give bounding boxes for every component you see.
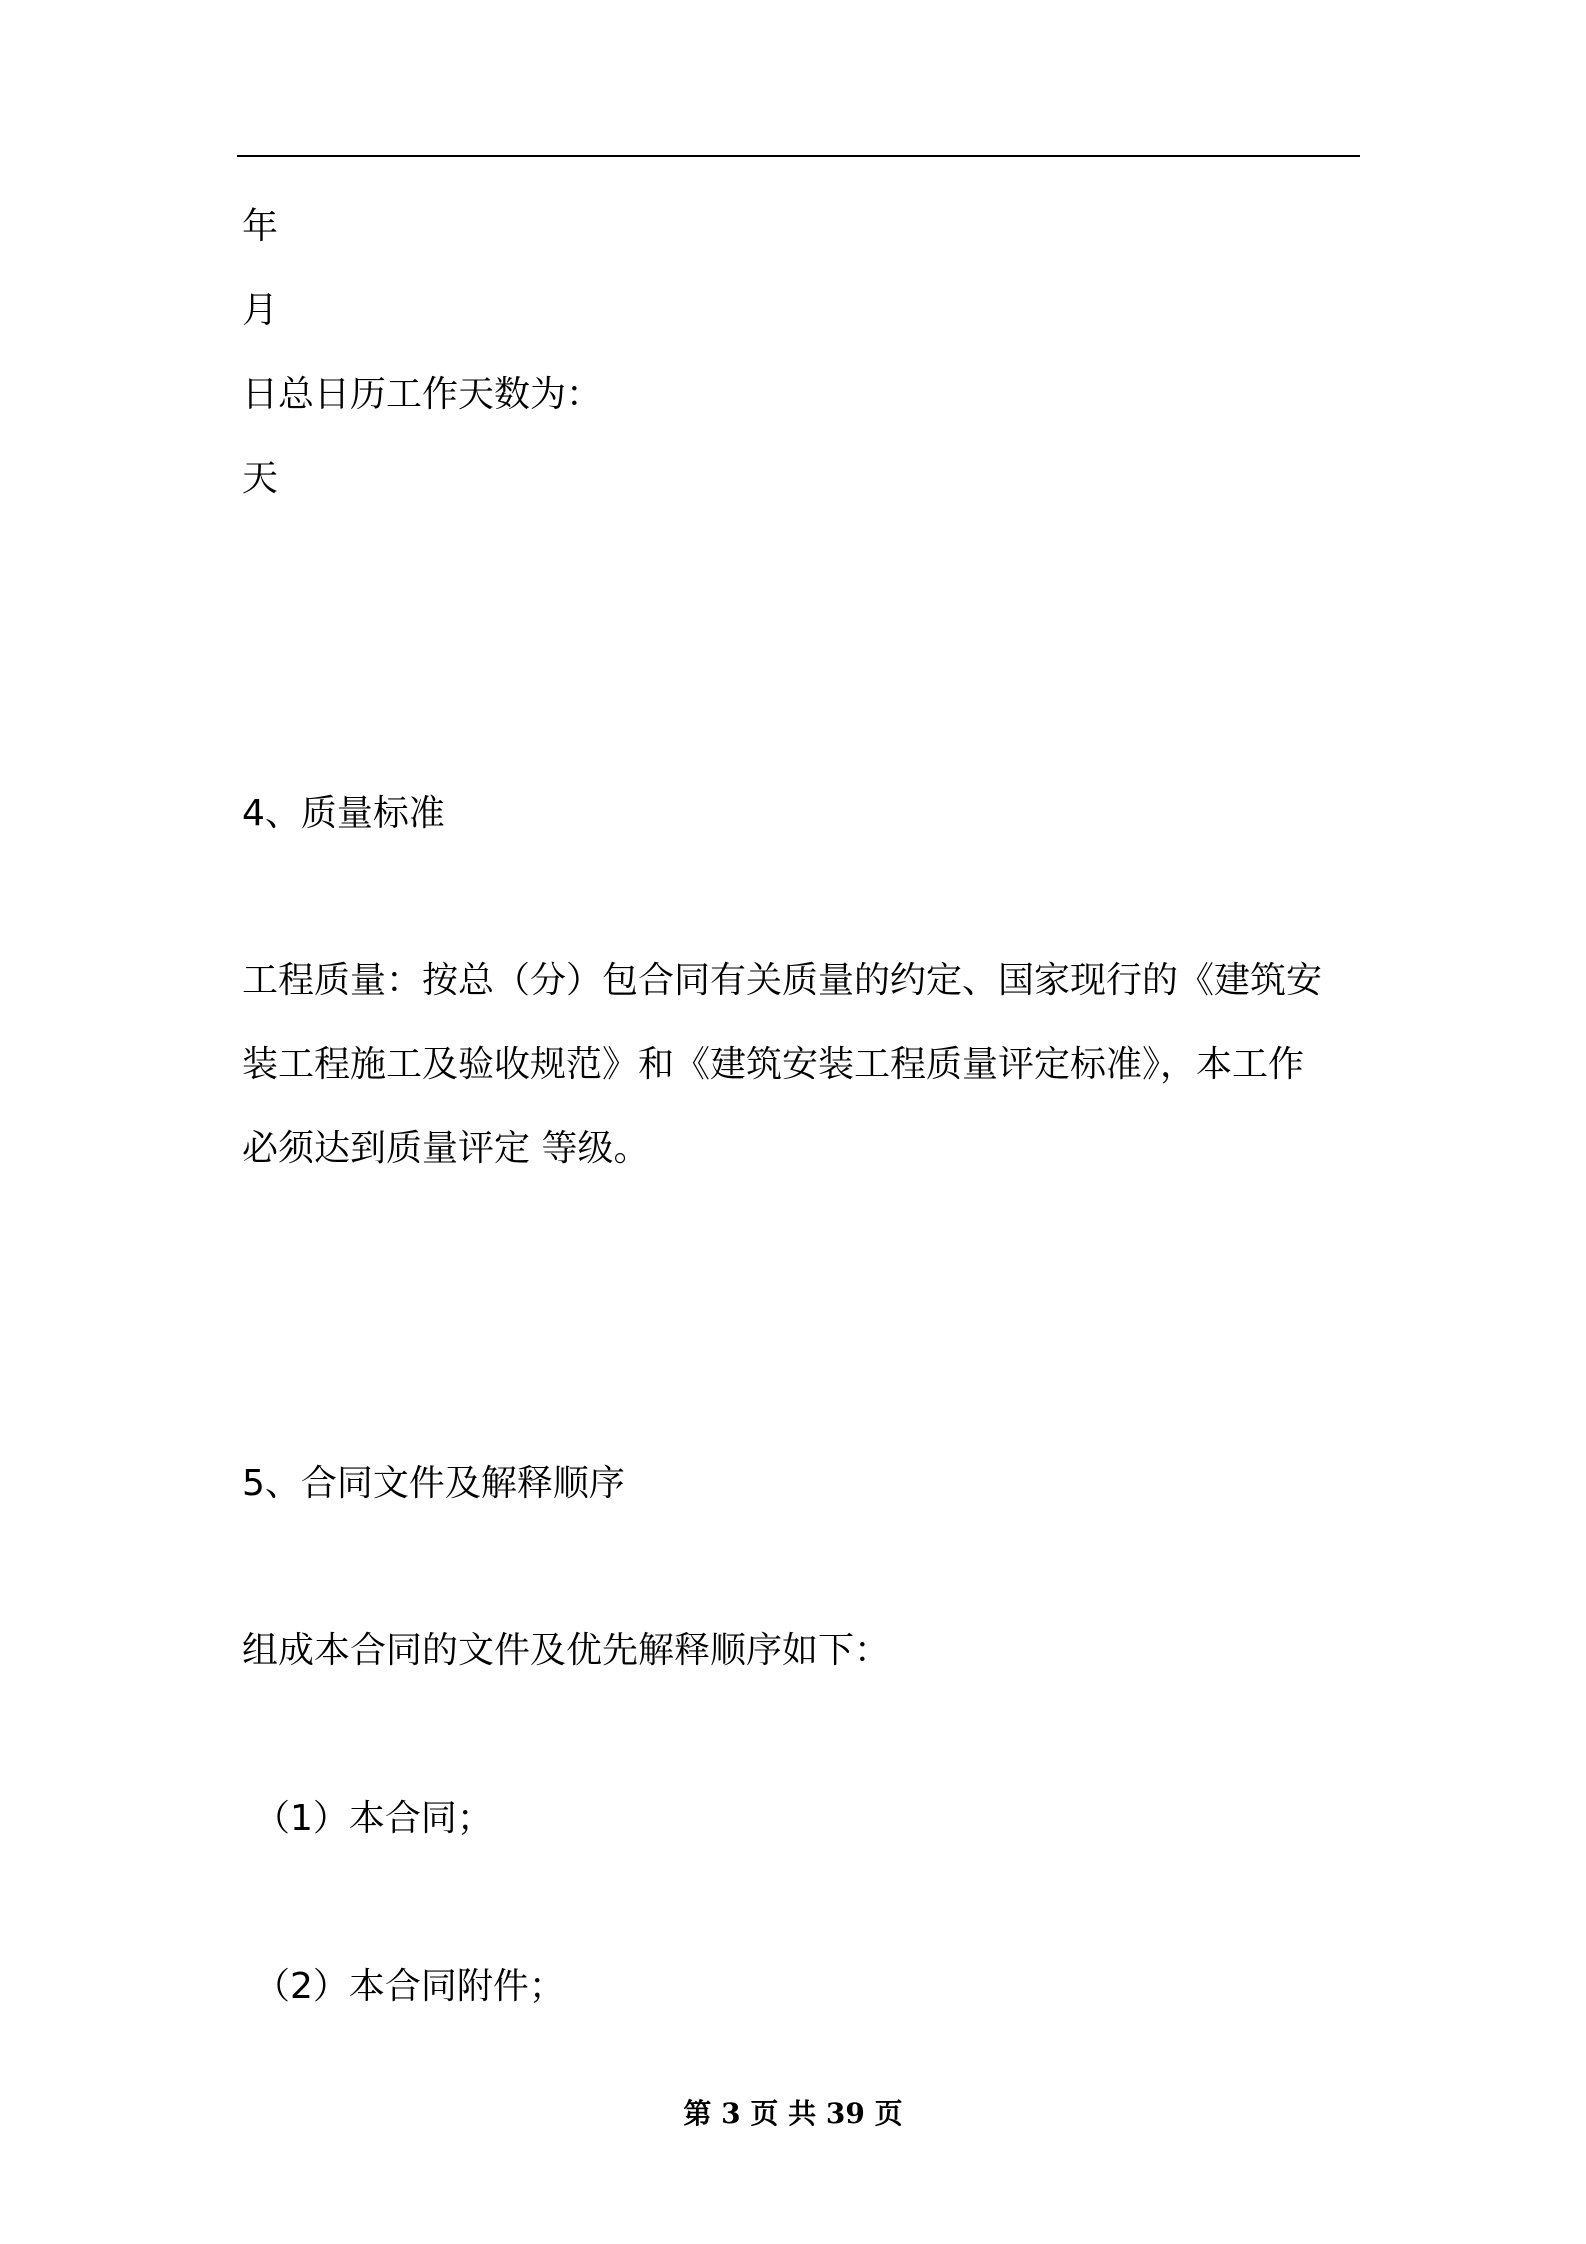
section-4-paragraph-line-1: 工程质量：按总（分）包合同有关质量的约定、国家现行的《建筑安 bbox=[242, 960, 1323, 1001]
list-item-1: （1）本合同； bbox=[254, 1798, 493, 1839]
text-line-month: 月 bbox=[242, 290, 279, 331]
text-line-days: 天 bbox=[242, 458, 279, 499]
section-4-paragraph-line-2: 装工程施工及验收规范》和《建筑安装工程质量评定标准》，本工作 bbox=[242, 1044, 1305, 1085]
header-rule bbox=[237, 155, 1360, 157]
page-number-footer: 第 3 页 共 39 页 bbox=[683, 2097, 903, 2130]
section-5-heading: 5、合同文件及解释顺序 bbox=[242, 1463, 625, 1504]
text-line-day-total: 日总日历工作天数为： bbox=[242, 374, 603, 415]
section-4-heading: 4、质量标准 bbox=[242, 793, 445, 834]
list-item-2: （2）本合同附件； bbox=[254, 1966, 565, 2007]
section-4-paragraph-line-3: 必须达到质量评定 等级。 bbox=[242, 1128, 650, 1169]
text-line-year: 年 bbox=[242, 206, 279, 247]
section-5-intro: 组成本合同的文件及优先解释顺序如下： bbox=[242, 1630, 891, 1671]
